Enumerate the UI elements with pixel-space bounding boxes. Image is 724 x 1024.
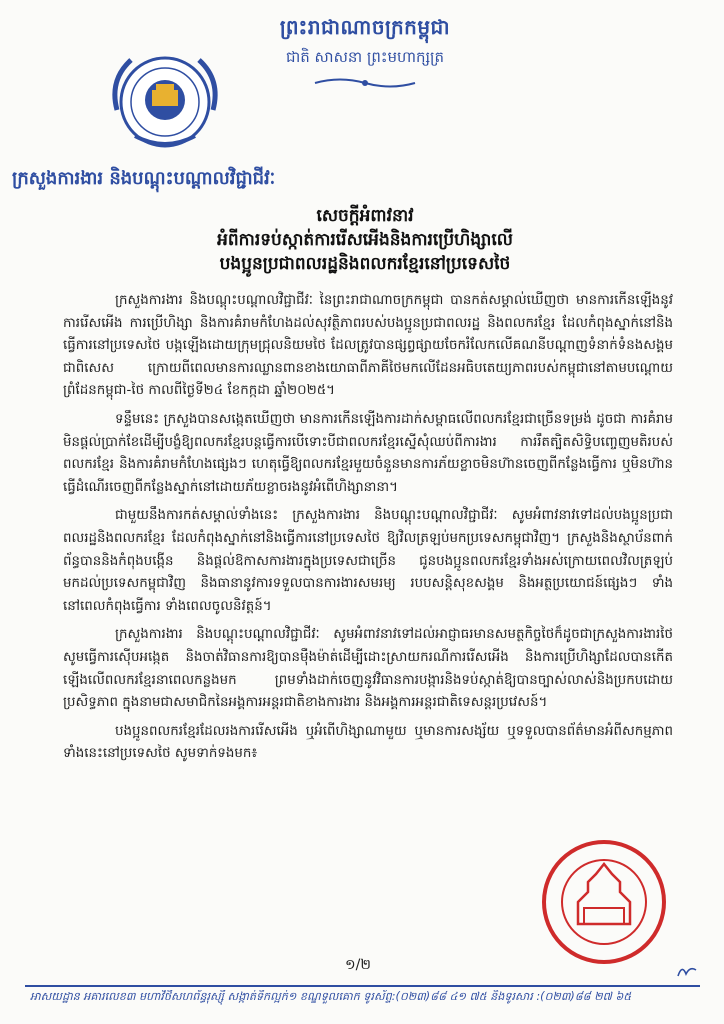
document-title [130,204,600,276]
signature-initials [676,962,698,980]
title-line-2: អំពីការទប់ស្កាត់ការរើសអើងនិងការប្រើហិង្សាលើ [217,230,513,250]
footer-divider [25,985,700,987]
footer-address: អាសយដ្ឋាន អគារលេខ៣ មហាវិថីសហព័ន្ធរុស្ស៊ី សង្កាត់ទឹកល្អក់១ ខណ្ឌទួលគោក ទូរស័ព្ទ:(០២៣)៨៨ ៤១ ៧៥ និងទូរសារ :(០២៣)៨៨ ២៧ ៦៥ [30,990,632,1003]
title-line-1: សេចក្តីអំពាវនាវ [316,206,414,226]
paragraph-5: បងប្អូនពលករខ្មែរដែលរងការរើសអើង ឬអំពើហិង្សាណាមួយ ឬមានការសង្ស័យ ឬទទួលបានព័ត៌មានអំពីសកម្មភាពទាំងនេះនៅប្រទេសថៃ សូមទាក់ទងមក៖ [63,723,673,762]
document-body [63,290,673,772]
ministry-name: ក្រសួងការងារ និងបណ្តុះបណ្តាលវិជ្ជាជីវៈ [12,168,276,189]
paragraph-2: ទន្ទឹមនេះ ក្រសួងបានសង្កេតឃើញថា មានការកើនឡើងការដាក់សម្ពាធលើពលករខ្មែរជាច្រើនទម្រង់ ដូចជា ការគំរាមមិនផ្តល់ប្រាក់ខែដើម្បីបង្ខំឱ្យពលករខ្មែរបន្តធ្វើការបើទោះបីជាពលករខ្មែរស្នើសុំឈប់ពីការងារ ការរឹតត្បិតសិទ្ធិបញ្ចេញមតិរបស់ពលករខ្មែរ និងការគំរាមកំហែងផ្សេងៗ ហេតុធ្វើឱ្យពលករខ្មែរមួយចំនួនមានការភ័យខ្លាចមិនហ៊ានចេញពីកន្លែងធ្វើការ ឬមិនហ៊ានធ្វើដំណើរចេញពីកន្លែងស្នាក់នៅដោយភ័យខ្លាចរងនូវអំពើហិង្សានានា។ [63,411,673,495]
official-seal-stamp [540,838,668,966]
page-number: ១/២ [345,957,371,973]
kingdom-title: ព្រះរាជាណាចក្រកម្ពុជា [279,15,451,39]
paragraph-1: ក្រសួងការងារ និងបណ្តុះបណ្តាលវិជ្ជាជីវៈ នៃព្រះរាជាណាចក្រកម្ពុជា បានកត់សម្គាល់ឃើញថា មានការកើនឡើងនូវការរើសអើង ការប្រើហិង្សា និងការគំរាមកំហែងដល់សុវត្ថិភាពរបស់បងប្អូនប្រជាពលរដ្ឋ និងពលករខ្មែរ ដែលកំពុងស្នាក់នៅនិងធ្វើការនៅប្រទេសថៃ បង្កឡើងដោយក្រុមជ្រុលនិយមថៃ ដែលត្រូវបានផ្សព្វផ្សាយចែករំលែកលើគណនីបណ្តាញទំនាក់ទំនងសង្គម ជាពិសេស ក្រោយពីពេលមានការឈ្លានពានខាងយោធាពីភាគីថៃមកលើដែនអធិបតេយ្យភាពរបស់កម្ពុជានៅតាមបណ្តោយព្រំដែនកម្ពុជា-ថៃ កាលពីថ្ងៃទី២៤ ខែកក្កដា ឆ្នាំ២០២៥។ [63,293,673,399]
paragraph-3: ជាមួយនឹងការកត់សម្គាល់ទាំងនេះ ក្រសួងការងារ និងបណ្តុះបណ្តាលវិជ្ជាជីវៈ សូមអំពាវនាវទៅដល់បងប្អូនប្រជាពលរដ្ឋនិងពលករខ្មែរ ដែលកំពុងស្នាក់នៅនិងធ្វើការនៅប្រទេសថៃ ឱ្យវិលត្រឡប់មកប្រទេសកម្ពុជាវិញ។ ក្រសួងនិងស្ថាប័នពាក់ព័ន្ធបាននិងកំពុងបង្កើន និងផ្តល់ឱកាសការងារក្នុងប្រទេសជាច្រើន ជូនបងប្អូនពលករខ្មែរទាំងអស់ក្រោយពេលវិលត្រឡប់មកដល់ប្រទេសកម្ពុជាវិញ និងធានានូវការទទួលបានការងារសមរម្យ របបសន្តិសុខសង្គម និងអត្ថប្រយោជន៍ផ្សេងៗ ទាំងនៅពេលកំពុងធ្វើការ ទាំងពេលចូលនិវត្តន៍។ [63,508,673,614]
ministry-logo [95,40,235,160]
ornament-divider [310,76,420,90]
national-motto: ជាតិ សាសនា ព្រះមហាក្សត្រ [285,48,445,66]
title-line-3: បងប្អូនប្រជាពលរដ្ឋនិងពលករខ្មែរនៅប្រទេសថៃ [219,254,511,274]
paragraph-4: ក្រសួងការងារ និងបណ្តុះបណ្តាលវិជ្ជាជីវៈ សូមអំពាវនាវទៅដល់អាជ្ញាធរមានសមត្ថកិច្ចថៃក៏ដូចជាក្រសួងការងារថៃ សូមធ្វើការស៊ើបអង្កេត និងចាត់វិធានការឱ្យបានម៉ឺងម៉ាត់ដើម្បីដោះស្រាយករណីការរើសអើង និងការប្រើហិង្សាដែលបានកើតឡើងលើពលករខ្មែរនាពេលកន្លងមក ព្រមទាំងដាក់ចេញនូវវិធានការបង្ការនិងទប់ស្កាត់ឱ្យបានច្បាស់លាស់និងប្រកបដោយប្រសិទ្ធភាព ក្នុងនាមជាសមាជិកនៃអង្គការអន្តរជាតិខាងការងារ និងអង្គការអន្តរជាតិទេសន្តរប្រវេសន៍។ [63,627,673,711]
